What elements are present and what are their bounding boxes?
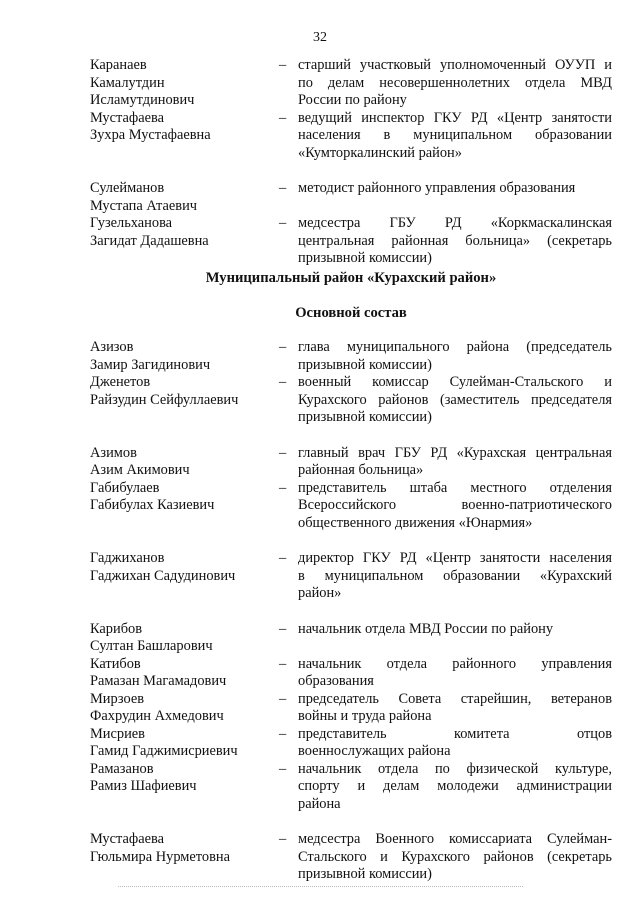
dash-separator: – [279, 831, 287, 847]
member-list-continued [90, 57, 612, 268]
dash-separator: – [279, 550, 287, 566]
member-name: Карибов Султан Башларович [90, 620, 213, 654]
member-position: директор ГКУ РД «Центр занятости населения в муниципальном образовании «Курахский район» [298, 550, 612, 601]
member-list-main [90, 339, 612, 884]
member-row [90, 339, 612, 374]
member-row [90, 374, 612, 427]
member-position: ведущий инспектор ГКУ РД «Центр занятости населения в муниципальном образовании «Кумторкалинский район» [298, 109, 612, 161]
dash-separator: – [279, 180, 287, 196]
dash-separator: – [279, 655, 287, 672]
member-name: Мисриев Гамид Гаджимисриевич [90, 725, 238, 759]
member-name: Гаджиханов Гаджихан Садудинович [90, 550, 236, 584]
member-position: военный комиссар Сулейман-Стальского и Курахского районов (заместитель председателя призывной комиссии) [298, 374, 612, 425]
member-name: Габибулаев Габибулах Казиевич [90, 479, 215, 513]
member-name: Мустафаева Зухра Мустафаевна [90, 109, 211, 143]
dash-separator: – [279, 109, 287, 126]
member-name: Дженетов Райзудин Сейфуллаевич [90, 374, 239, 408]
dash-separator: – [279, 215, 287, 231]
member-row [90, 550, 612, 603]
member-row [90, 831, 612, 884]
member-row [90, 215, 612, 268]
dash-separator: – [279, 725, 287, 742]
page-number: 32 [313, 30, 327, 45]
member-name: Азимов Азим Акимович [90, 444, 190, 478]
member-name: Гузельханова Загидат Дадашевна [90, 215, 209, 249]
member-name: Каранаев Камалутдин Исламутдинович [90, 57, 195, 108]
dash-separator: – [279, 690, 287, 707]
member-position: представитель комитета отцов военнослужащих района [298, 725, 612, 759]
member-name: Мустафаева Гюльмира Нурметовна [90, 831, 230, 865]
dash-separator: – [279, 339, 287, 355]
dash-separator: – [279, 620, 287, 637]
member-row [90, 110, 612, 163]
member-position: председатель Совета старейшин, ветеранов войны и труда района [298, 690, 612, 724]
dash-separator: – [279, 57, 287, 73]
member-row [90, 480, 612, 533]
member-name: Азизов Замир Загидинович [90, 339, 211, 373]
member-name: Сулейманов Мустапа Атаевич [90, 180, 198, 214]
member-row [90, 180, 612, 215]
member-row [90, 761, 612, 814]
member-row [90, 656, 612, 691]
dash-separator: – [279, 444, 287, 461]
member-row [90, 621, 612, 656]
member-name: Катибов Рамазан Магамадович [90, 655, 227, 689]
member-position: начальник отдела по физической культуре, спорту и делам молодежи администрации района [298, 760, 612, 812]
dash-separator: – [279, 479, 287, 496]
dash-separator: – [279, 760, 287, 777]
member-position: медсестра ГБУ РД «Коркмаскалинская центральная районная больница» (секретарь призывной комиссии) [298, 215, 612, 266]
member-position: начальник отдела районного управления образования [298, 655, 612, 689]
member-position: начальник отдела МВД России по району [298, 620, 554, 637]
member-position: медсестра Военного комиссариата Сулейман- Стальского и Курахского районов (секретарь призывной комиссии) [298, 831, 612, 882]
member-position: главный врач ГБУ РД «Курахская центральная районная больница» [298, 444, 612, 478]
member-row [90, 726, 612, 761]
member-name: Мирзоев Фахрудин Ахмедович [90, 690, 224, 724]
member-position: представитель штаба местного отделения Всероссийского военно-патриотического общественного движения «Юнармия» [298, 479, 612, 531]
member-row [90, 445, 612, 480]
member-row [90, 57, 612, 110]
member-row [90, 691, 612, 726]
member-position: старший участковый уполномоченный ОУУП и по делам несовершеннолетних отдела МВД России по району [298, 57, 612, 108]
dash-separator: – [279, 374, 287, 390]
district-heading: Муниципальный район «Курахский район» [205, 270, 497, 286]
member-position: методист районного управления образования [298, 180, 576, 196]
footer-rule [118, 886, 523, 887]
member-position: глава муниципального района (председатель призывной комиссии) [298, 339, 612, 373]
member-name: Рамазанов Рамиз Шафиевич [90, 760, 197, 794]
composition-heading: Основной состав [295, 305, 407, 321]
